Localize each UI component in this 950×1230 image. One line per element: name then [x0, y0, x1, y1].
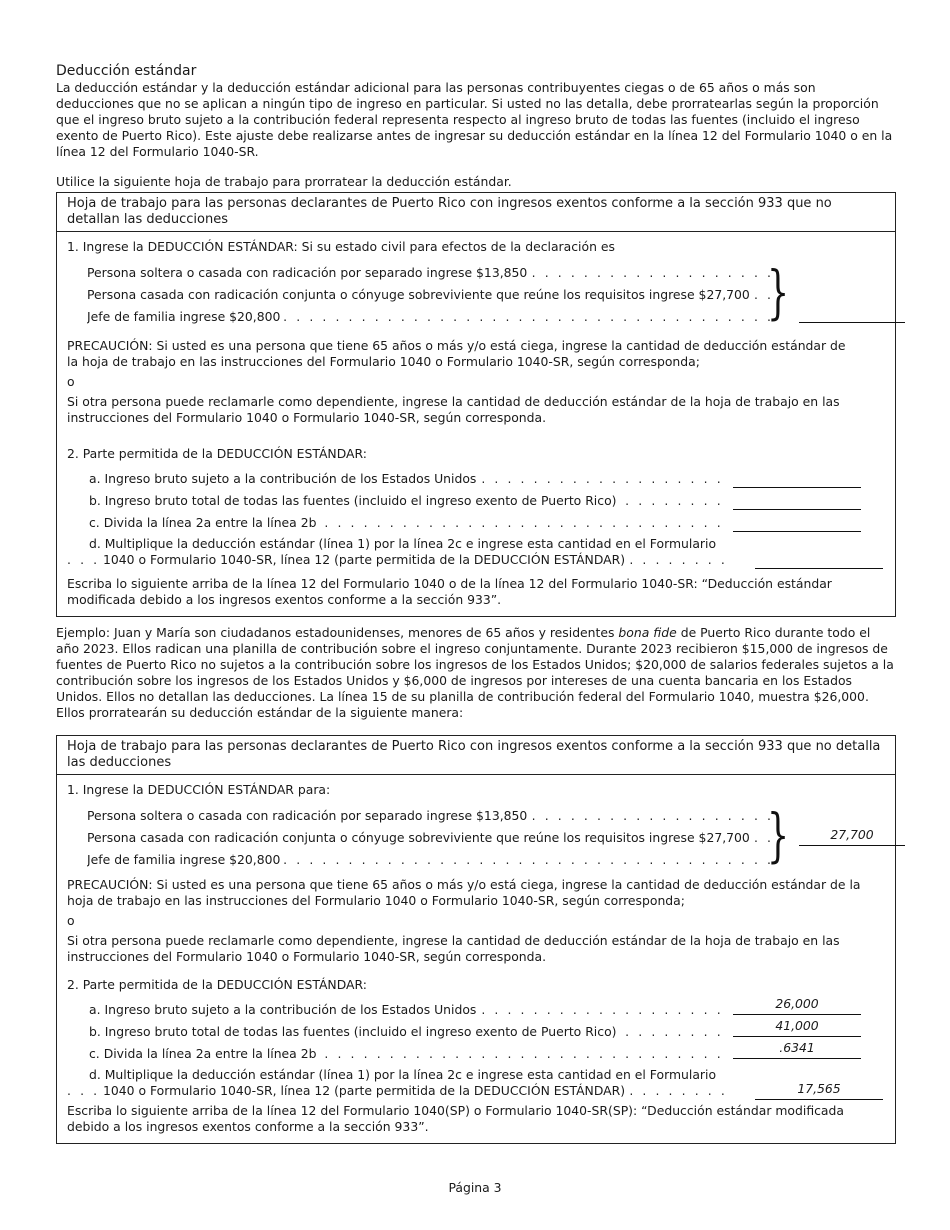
ws2-dependent: Si otra persona puede reclamarle como dependiente, ingrese la cantidad de deducción estándar de la hoja de trabajo en las instrucciones del Formulario 1040 o Formulario 1040-SR, según corresponda.: [67, 933, 840, 964]
ws1-line1-label: 1. Ingrese la DEDUCCIÓN ESTÁNDAR: Si su estado civil para efectos de la declaración es: [67, 239, 615, 254]
brace-icon: }: [767, 801, 790, 869]
ws2-line2c: c. Divida la línea 2a entre la línea 2b . . .: [89, 1043, 727, 1065]
intro-paragraph: La deducción estándar y la deducción estándar adicional para las personas contribuyentes ciegas o de 65 años o más son deducciones que no se aplican a ningún tipo de ingreso en particular. Si usted no las detalla, debe prorratearlas según la proporción que el ingreso bruto sujeto a la contribución federal representa respecto al ingreso bruto de todas las fuentes (incluido el ingreso exento de Puerto Rico). Este ajuste debe realizarse antes de ingresar su deducción estándar en la línea 12 del Formulario 1040 o en la línea 12 del Formulario 1040-SR.: [56, 80, 893, 159]
ws2-or: o: [67, 913, 75, 928]
ws2-line2d-second: 1040 o Formulario 1040-SR, línea 12 (parte permitida de la DEDUCCIÓN ESTÁNDAR) . . .: [67, 1083, 727, 1099]
example-label: Ejemplo:: [56, 625, 111, 640]
ws1-writein: Escriba lo siguiente arriba de la línea 12 del Formulario 1040 o de la línea 12 del Formulario 1040-SR: “Deducción estándar modificada debido a los ingresos exentos conforme a la sección 933”.: [67, 576, 832, 607]
ws1-filing-joint: Persona casada con radicación conjunta o cónyuge sobreviviente que reúne los requisitos ingrese $27,700 . . .: [87, 284, 777, 306]
worksheet-1-title: Hoja de trabajo para las personas declarantes de Puerto Rico con ingresos exentos conforme a la sección 933 que no detallan las deducciones: [57, 193, 895, 232]
page-number: Página 3: [448, 1180, 502, 1195]
ws1-line2b: b. Ingreso bruto total de todas las fuentes (incluido el ingreso exento de Puerto Rico) . . .: [89, 490, 727, 512]
ws1-line2-label: 2. Parte permitida de la DEDUCCIÓN ESTÁNDAR:: [67, 446, 367, 461]
intro-instruction: Utilice la siguiente hoja de trabajo para prorratear la deducción estándar.: [56, 174, 512, 189]
ws2-line2a: a. Ingreso bruto sujeto a la contribución de los Estados Unidos . . .: [89, 999, 727, 1021]
page-content: [56, 62, 896, 1144]
ws2-line2c-answer[interactable]: .6341: [733, 1039, 861, 1059]
ws2-line2b: b. Ingreso bruto total de todas las fuentes (incluido el ingreso exento de Puerto Rico) . . .: [89, 1021, 727, 1043]
ws2-line2a-answer[interactable]: 26,000: [733, 995, 861, 1015]
ws1-dependent: Si otra persona puede reclamarle como dependiente, ingrese la cantidad de deducción estándar de la hoja de trabajo en las instrucciones del Formulario 1040 o Formulario 1040-SR, según corresponda.: [67, 394, 840, 425]
ws1-line2a: a. Ingreso bruto sujeto a la contribución de los Estados Unidos . . .: [89, 468, 727, 490]
ws1-line2d-first: d. Multiplique la deducción estándar (línea 1) por la línea 2c e ingrese esta cantidad en el Formulario: [89, 536, 717, 551]
ws1-line2c: c. Divida la línea 2a entre la línea 2b . . .: [89, 512, 727, 534]
ws2-line2-label: 2. Parte permitida de la DEDUCCIÓN ESTÁNDAR:: [67, 977, 367, 992]
example-paragraph: Ejemplo: Juan y María son ciudadanos estadounidenses, menores de 65 años y residentes bona fide de Puerto Rico durante todo el año 2023. Ellos radican una planilla de contribución sobre el ingreso conjuntamente. Durante 2023 recibieron $15,000 de ingresos de fuentes de Puerto Rico no sujetos a la contribución sobre los ingresos de los Estados Unidos; $20,000 de salarios federales sujetos a la contribución sobre los ingresos de los Estados Unidos y $6,000 de ingresos por intereses de una cuenta bancaria en los Estados Unidos. Ellos no detallan las deducciones. La línea 15 de su planilla de contribución federal del Formulario 1040, muestra $26,000. Ellos prorratearán su deducción estándar de la siguiente manera:: [56, 625, 894, 720]
ws2-filing-joint: Persona casada con radicación conjunta o cónyuge sobreviviente que reúne los requisitos ingrese $27,700 . . .: [87, 827, 777, 849]
ws2-line1-label: 1. Ingrese la DEDUCCIÓN ESTÁNDAR para:: [67, 782, 331, 797]
ws2-line2d-first: d. Multiplique la deducción estándar (línea 1) por la línea 2c e ingrese esta cantidad en el Formulario: [89, 1067, 717, 1082]
ws2-writein: Escriba lo siguiente arriba de la línea 12 del Formulario 1040(SP) o Formulario 1040-SR(SP): “Deducción estándar modificada debido a los ingresos exentos conforme a la sección 933”.: [67, 1103, 844, 1134]
ws1-line2d-answer[interactable]: [755, 549, 883, 569]
ws1-or: o: [67, 374, 75, 389]
worksheet-2: [56, 735, 896, 1144]
ws1-filing-single: Persona soltera o casada con radicación por separado ingrese $13,850 . . .: [87, 262, 777, 284]
ws2-caution: PRECAUCIÓN: Si usted es una persona que tiene 65 años o más y/o está ciega, ingrese la cantidad de deducción estándar de la hoja de trabajo en las instrucciones del Formulario 1040 o Formulario 1040-SR, según corresponda;: [67, 877, 861, 908]
ws2-line2b-answer[interactable]: 41,000: [733, 1017, 861, 1037]
ws2-line1-answer[interactable]: 27,700: [799, 825, 905, 846]
brace-icon: }: [767, 258, 790, 326]
ws1-filing-head: Jefe de familia ingrese $20,800 . . .: [87, 306, 777, 328]
section-title: Deducción estándar: [56, 63, 197, 79]
ws2-filing-single: Persona soltera o casada con radicación por separado ingrese $13,850 . . .: [87, 805, 777, 827]
ws1-caution: PRECAUCIÓN: Si usted es una persona que tiene 65 años o más y/o está ciega, ingrese la cantidad de deducción estándar de la hoja de trabajo en las instrucciones del Formulario 1040 o Formulario 1040-SR, según corresponda;: [67, 338, 846, 369]
ws1-line2c-answer[interactable]: [733, 512, 861, 532]
bona-fide-italic: bona fide: [618, 625, 677, 640]
ws2-line2d-answer[interactable]: 17,565: [755, 1080, 883, 1100]
ws1-line2a-answer[interactable]: [733, 468, 861, 488]
ws1-line2b-answer[interactable]: [733, 490, 861, 510]
worksheet-1: [56, 192, 896, 617]
ws2-filing-head: Jefe de familia ingrese $20,800 . . .: [87, 849, 777, 871]
ws1-line2d-second: 1040 o Formulario 1040-SR, línea 12 (parte permitida de la DEDUCCIÓN ESTÁNDAR) . . .: [67, 552, 727, 568]
ws1-line1-answer[interactable]: [799, 302, 905, 323]
worksheet-2-title: Hoja de trabajo para las personas declarantes de Puerto Rico con ingresos exentos conforme a la sección 933 que no detalla las deducciones: [57, 736, 895, 775]
